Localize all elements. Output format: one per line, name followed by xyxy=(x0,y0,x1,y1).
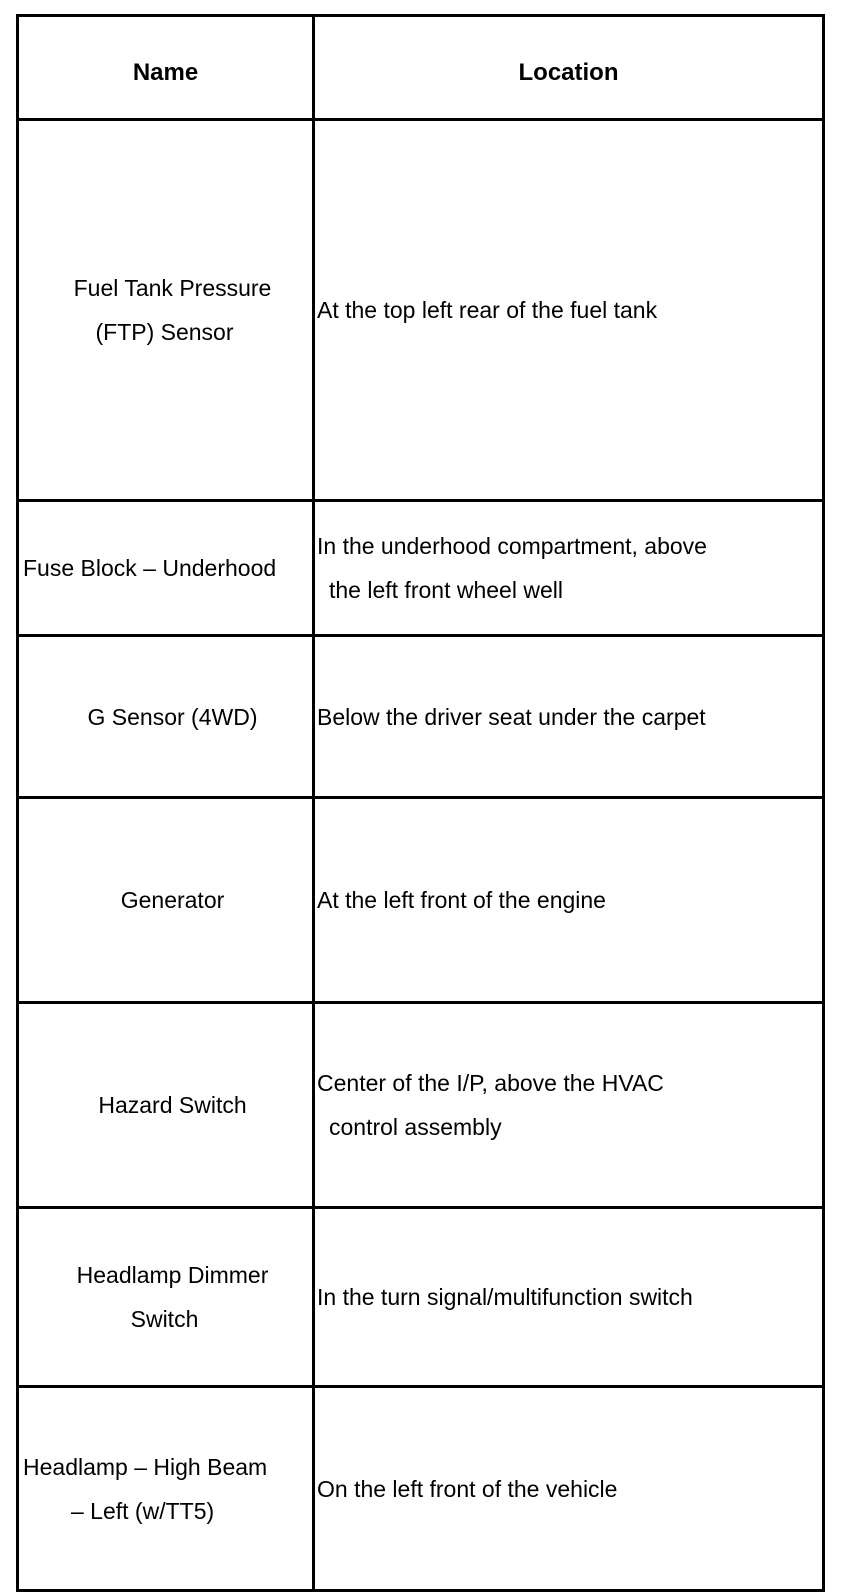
table-header-row xyxy=(18,16,824,120)
table-row xyxy=(18,636,824,798)
location-cell xyxy=(314,501,824,636)
table-row xyxy=(18,798,824,1003)
name-line: Headlamp Dimmer xyxy=(76,1262,269,1288)
name-line: Fuel Tank Pressure xyxy=(73,275,272,301)
location-line: Center of the I/P, above the HVAC xyxy=(317,1070,664,1096)
table-row xyxy=(18,120,824,501)
name-line: Hazard Switch xyxy=(98,1092,247,1118)
name-line: Headlamp – High Beam xyxy=(23,1453,268,1480)
location-cell xyxy=(314,1003,824,1208)
location-line: In the turn signal/multifunction switch xyxy=(317,1284,693,1310)
name-line: G Sensor (4WD) xyxy=(87,703,258,730)
location-cell xyxy=(314,1208,824,1387)
location-line: the left front wheel well xyxy=(329,577,563,603)
location-line: At the top left rear of the fuel tank xyxy=(317,297,658,323)
column-header-location: Location xyxy=(314,16,824,120)
name-line: (FTP) Sensor xyxy=(95,319,234,345)
name-cell xyxy=(18,1208,314,1387)
location-cell xyxy=(314,798,824,1003)
name-cell xyxy=(18,1003,314,1208)
name-line: Switch xyxy=(130,1306,199,1332)
location-line: On the left front of the vehicle xyxy=(317,1475,618,1502)
name-line: Generator xyxy=(120,887,225,913)
table-row xyxy=(18,1003,824,1208)
location-line: Below the driver seat under the carpet xyxy=(317,703,706,730)
name-line: Fuse Block – Underhood xyxy=(23,555,277,581)
name-cell xyxy=(18,1387,314,1591)
table-row xyxy=(18,1208,824,1387)
location-cell xyxy=(314,636,824,798)
table-row xyxy=(18,1387,824,1591)
location-cell xyxy=(314,1387,824,1591)
name-cell xyxy=(18,501,314,636)
column-header-name: Name xyxy=(18,16,314,120)
location-cell xyxy=(314,120,824,501)
location-line: In the underhood compartment, above xyxy=(317,533,707,559)
name-cell xyxy=(18,798,314,1003)
name-line: – Left (w/TT5) xyxy=(71,1497,215,1524)
name-cell xyxy=(18,120,314,501)
location-line: control assembly xyxy=(329,1114,502,1140)
component-location-table xyxy=(16,14,825,1592)
name-cell xyxy=(18,636,314,798)
table-row xyxy=(18,501,824,636)
location-line: At the left front of the engine xyxy=(317,887,606,913)
